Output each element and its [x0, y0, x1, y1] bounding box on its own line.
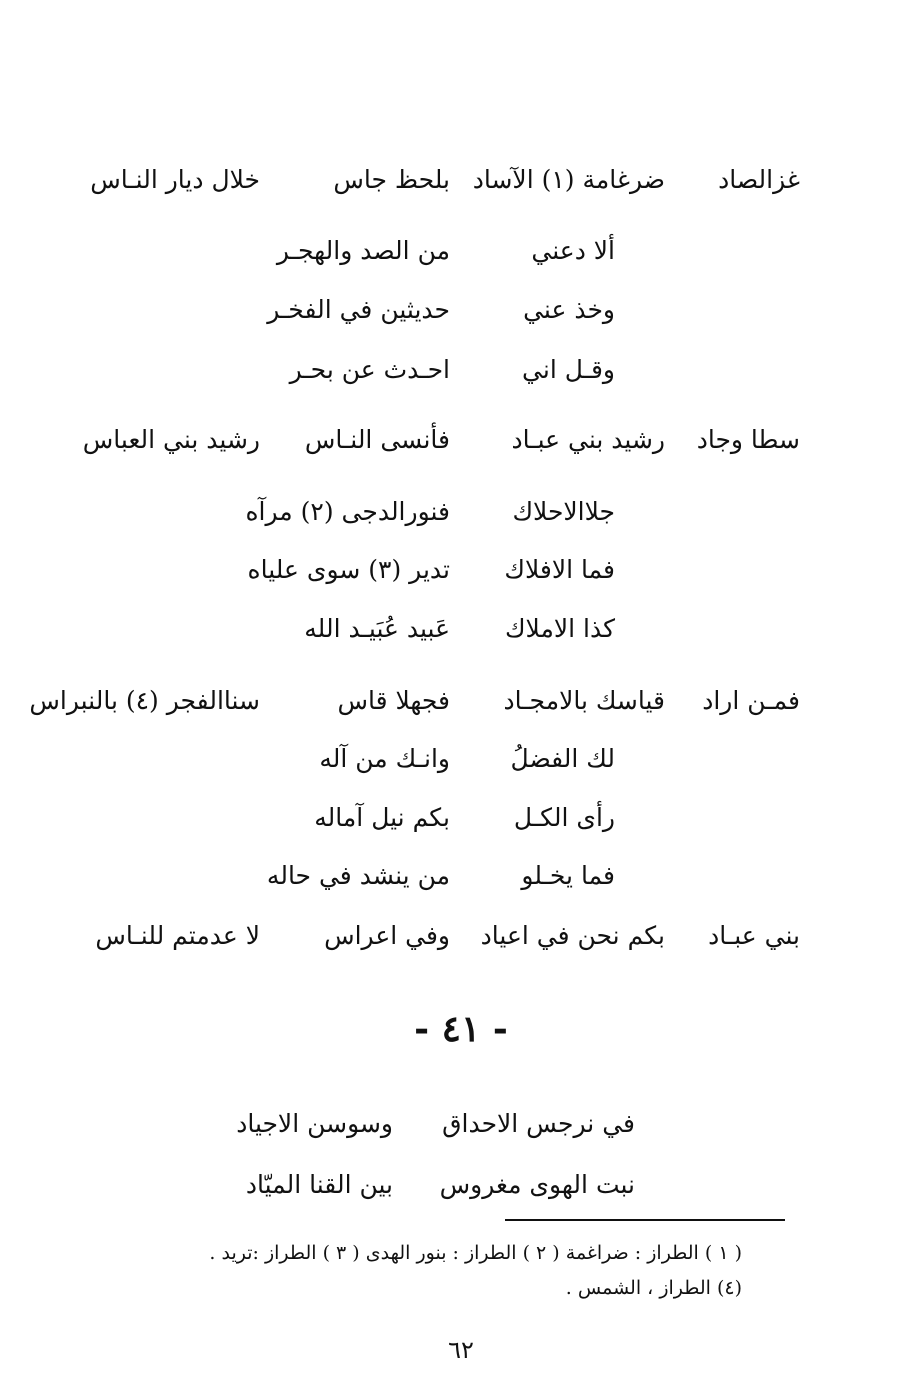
verse-line	[230, 1101, 635, 1147]
verse-hemistich: كذا الاملاك	[504, 614, 615, 643]
refrain-segment: فأنسى النـاس	[304, 425, 450, 454]
verse-hemistich: بين القنا الميّاد	[245, 1170, 393, 1199]
footnote-line: (٤) الطراز ، الشمس .	[565, 1277, 742, 1299]
verse-hemistich: فما يخـلو	[521, 861, 615, 890]
refrain-segment: قياسك بالامجـاد	[503, 686, 665, 715]
verse-line	[245, 489, 615, 535]
verse-line	[255, 228, 615, 274]
verse-hemistich: لك الفضلُ	[510, 744, 615, 773]
verse-hemistich: وخذ عني	[523, 295, 615, 324]
verse-hemistich: فنورالدجى (٢) مرآه	[245, 497, 450, 526]
refrain-segment: بلحظ جاس	[333, 165, 450, 194]
refrain-line-4	[70, 913, 800, 959]
refrain-line-3	[29, 678, 800, 724]
verse-hemistich: حديثين في الفخـر	[267, 295, 450, 324]
refrain-segment: سناالفجر (٤) بالنبراس	[29, 686, 260, 715]
verse-line	[255, 287, 615, 333]
refrain-segment: بني عبـاد	[708, 921, 800, 950]
footnote-line: ( ١ ) الطراز : ضراغمة ( ٢ ) الطراز : بنور الهدى ( ٣ ) الطراز :تريد .	[209, 1242, 742, 1264]
verse-hemistich: جلاالاحلاك	[512, 497, 615, 526]
verse-hemistich: احـدث عن بحـر	[289, 355, 450, 384]
verse-hemistich: عَبيد عُبَيـد الله	[304, 614, 450, 643]
verse-line	[255, 606, 615, 652]
refrain-segment: سطا وجاد	[696, 425, 800, 454]
verse-hemistich: من ينشد في حاله	[266, 861, 450, 890]
verse-hemistich: وسوسن الاجياد	[236, 1109, 393, 1138]
verse-line	[247, 547, 615, 593]
refrain-segment: خلال ديار النـاس	[90, 165, 260, 194]
refrain-segment: فجهلا قاس	[337, 686, 450, 715]
refrain-segment: ضرغامة (١) الآساد	[472, 165, 665, 194]
verse-hemistich: بكم نيل آماله	[314, 803, 450, 832]
refrain-segment: بكم نحن في اعياد	[480, 921, 665, 950]
verse-line	[255, 736, 615, 782]
verse-line	[255, 347, 615, 393]
verse-line	[255, 853, 615, 899]
page-number: ٦٢	[448, 1336, 474, 1364]
verse-hemistich: في نرجس الاحداق	[442, 1109, 635, 1138]
verse-hemistich: تدير (٣) سوى علياه	[247, 555, 450, 584]
refrain-segment: رشيد بني عبـاد	[511, 425, 665, 454]
verse-hemistich: وقـل اني	[522, 355, 615, 384]
verse-line	[255, 795, 615, 841]
verse-hemistich: رأى الكـل	[513, 803, 615, 832]
refrain-segment: وفي اعراس	[324, 921, 450, 950]
refrain-line-1	[70, 157, 800, 203]
refrain-segment: فمـن اراد	[702, 686, 800, 715]
verse-hemistich: فما الافلاك	[504, 555, 615, 584]
refrain-line-2	[70, 417, 800, 463]
verse-hemistich: نبت الهوى مغروس	[439, 1170, 635, 1199]
verse-hemistich: وانـك من آله	[319, 744, 450, 773]
refrain-segment: رشيد بني العباس	[82, 425, 260, 454]
refrain-segment: لا عدمتم للنـاس	[95, 921, 260, 950]
verse-line	[230, 1162, 635, 1208]
verse-hemistich: من الصد والهجـر	[276, 236, 450, 265]
poem-number: - ٤١ -	[414, 1008, 508, 1050]
refrain-segment: غزالصاد	[718, 165, 800, 194]
footnote-divider	[505, 1219, 785, 1221]
verse-hemistich: ألا دعني	[531, 236, 615, 265]
